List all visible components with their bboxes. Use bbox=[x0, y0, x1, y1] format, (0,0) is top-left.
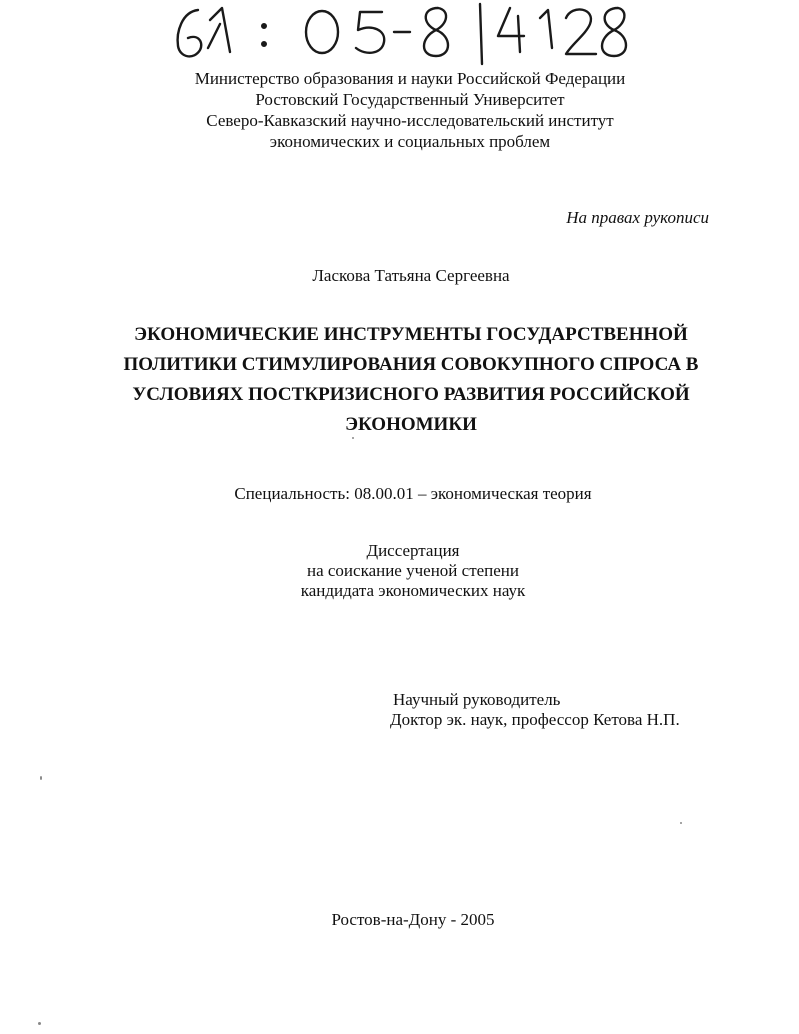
degree-line: на соискание ученой степени bbox=[306, 561, 520, 580]
speciality: Специальность: 08.00.01 – экономическая теория bbox=[234, 484, 592, 503]
dissertation-title bbox=[0, 320, 799, 440]
city-year: Ростов-на-Дону - 2005 bbox=[331, 910, 495, 929]
institute-name: Северо-Кавказский научно-исследовательский институт bbox=[206, 111, 614, 130]
supervisor-block bbox=[390, 690, 680, 730]
supervisor-label: Научный руководитель bbox=[393, 690, 561, 709]
degree-statement bbox=[0, 541, 799, 601]
scan-speck bbox=[680, 822, 682, 824]
scan-speck bbox=[352, 437, 354, 439]
scan-speck bbox=[38, 1022, 41, 1025]
title-line: УСЛОВИЯХ ПОСТКРИЗИСНОГО РАЗВИТИЯ РОССИЙСКОЙ bbox=[132, 384, 690, 405]
scan-speck bbox=[40, 776, 42, 780]
author-name: Ласкова Татьяна Сергеевна bbox=[312, 266, 510, 285]
title-line: ЭКОНОМИЧЕСКИЕ ИНСТРУМЕНТЫ ГОСУДАРСТВЕННОЙ bbox=[134, 324, 688, 345]
title-line: ЭКОНОМИКИ bbox=[345, 414, 477, 435]
institute-name-cont: экономических и социальных проблем bbox=[269, 132, 551, 151]
university-name: Ростовский Государственный Университет bbox=[255, 90, 565, 109]
degree-line: Диссертация bbox=[366, 541, 460, 560]
rights-note: На правах рукописи bbox=[566, 208, 709, 227]
supervisor-name: Доктор эк. наук, профессор Кетова Н.П. bbox=[390, 710, 680, 729]
handwritten-archive-code bbox=[168, 2, 628, 66]
title-line: ПОЛИТИКИ СТИМУЛИРОВАНИЯ СОВОКУПНОГО СПРОСА В bbox=[123, 354, 699, 375]
degree-line: кандидата экономических наук bbox=[300, 581, 526, 600]
ministry-name: Министерство образования и науки Российской Федерации bbox=[194, 69, 626, 88]
institution-header bbox=[0, 68, 799, 152]
